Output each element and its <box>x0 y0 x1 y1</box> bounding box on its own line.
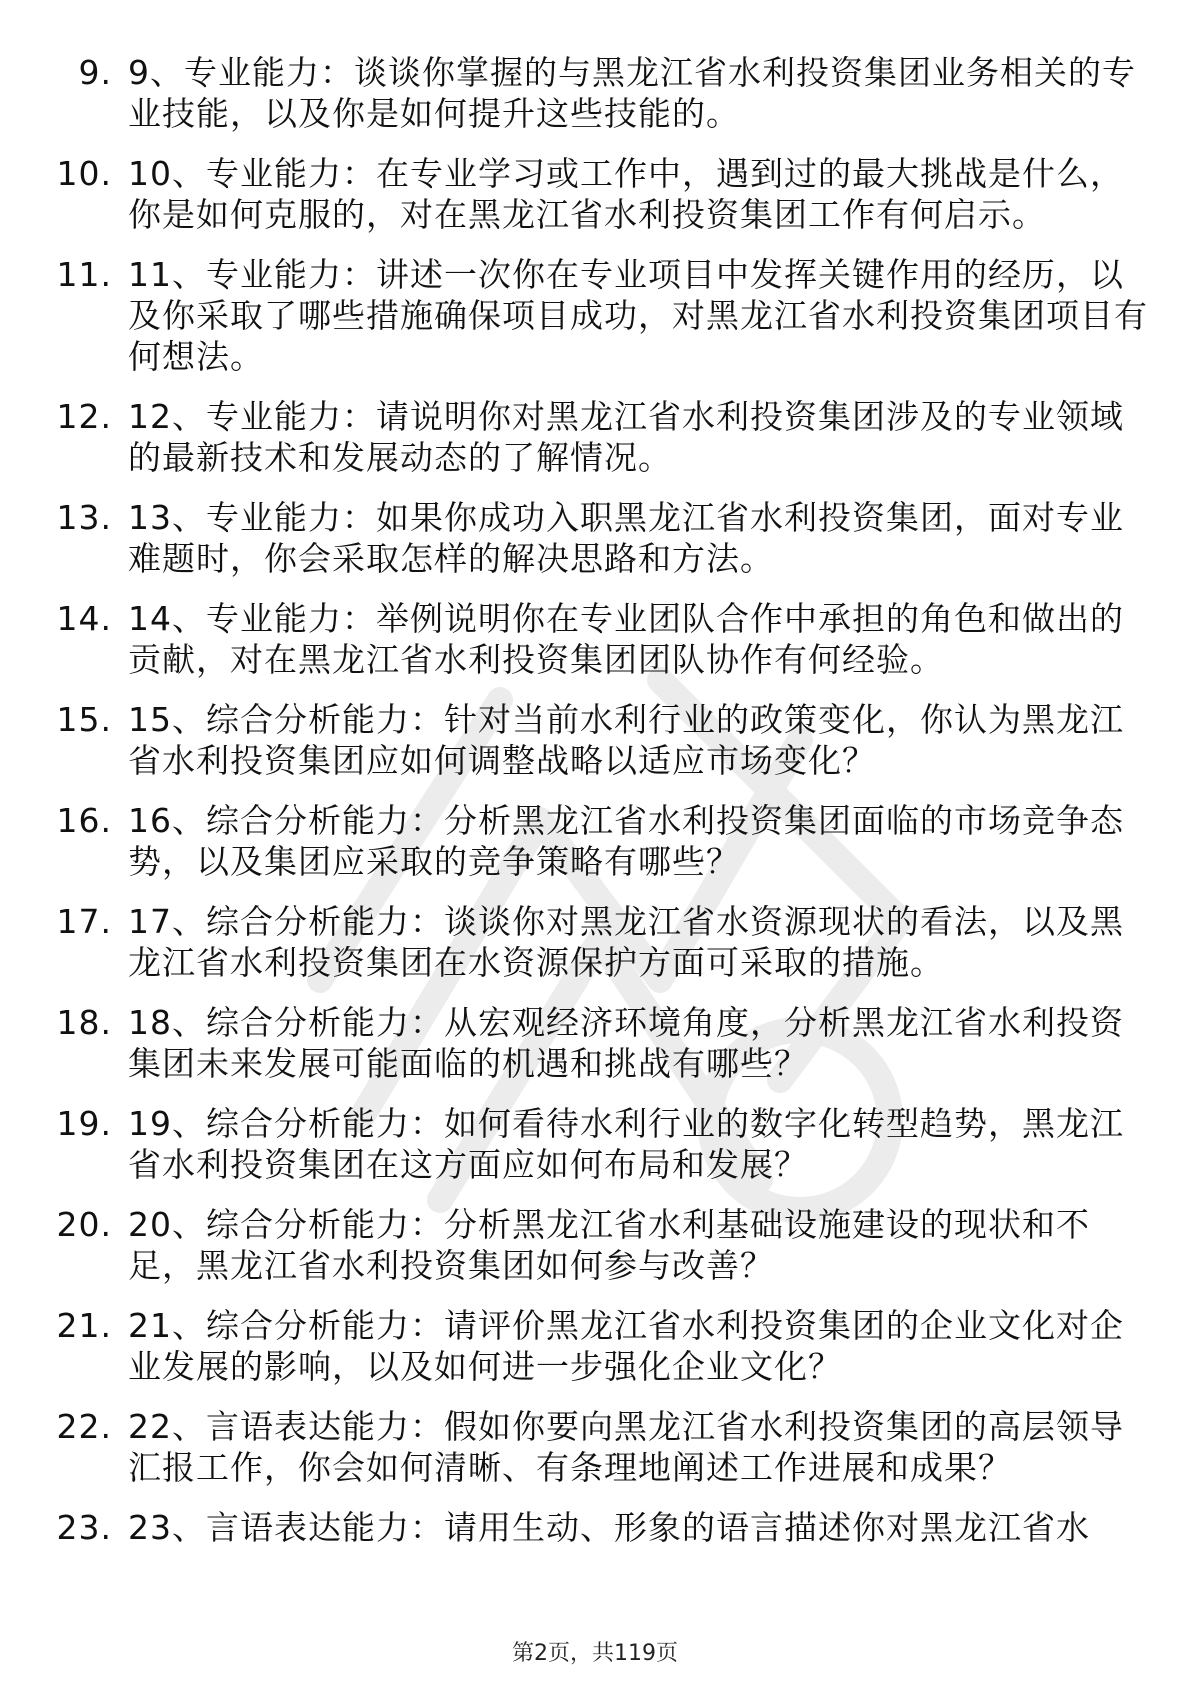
item-text: 11、专业能力：讲述一次你在专业项目中发挥关键作用的经历，以及你采取了哪些措施确保项目成功，对黑龙江省水利投资集团项目有何想法。 <box>128 255 1148 376</box>
item-text: 23、言语表达能力：请用生动、形象的语言描述你对黑龙江省水 <box>128 1508 1090 1547</box>
list-item <box>0 1103 1190 1185</box>
item-number: 16. <box>56 801 112 840</box>
item-text: 18、综合分析能力：从宏观经济环境角度，分析黑龙江省水利投资集团未来发展可能面临的机遇和挑战有哪些？ <box>128 1003 1124 1083</box>
list-item <box>0 699 1190 781</box>
list-item <box>0 800 1190 882</box>
item-number: 20. <box>56 1205 112 1244</box>
item-text: 17、综合分析能力：谈谈你对黑龙江省水资源现状的看法，以及黑龙江省水利投资集团在水资源保护方面可采取的措施。 <box>128 902 1124 982</box>
item-number: 11. <box>56 255 112 294</box>
list-item <box>0 254 1190 377</box>
item-text: 12、专业能力：请说明你对黑龙江省水利投资集团涉及的专业领域的最新技术和发展动态的了解情况。 <box>128 397 1124 477</box>
item-number: 21. <box>56 1306 112 1345</box>
item-text: 10、专业能力：在专业学习或工作中，遇到过的最大挑战是什么，你是如何克服的，对在黑龙江省水利投资集团工作有何启示。 <box>128 154 1124 234</box>
item-text: 13、专业能力：如果你成功入职黑龙江省水利投资集团，面对专业难题时，你会采取怎样的解决思路和方法。 <box>128 498 1124 578</box>
list-item <box>0 396 1190 478</box>
item-number: 14. <box>56 599 112 638</box>
list-item <box>0 598 1190 680</box>
list-item <box>0 52 1190 134</box>
item-text: 15、综合分析能力：针对当前水利行业的政策变化，你认为黑龙江省水利投资集团应如何调整战略以适应市场变化？ <box>128 700 1124 780</box>
item-number: 18. <box>56 1003 112 1042</box>
item-number: 22. <box>56 1407 112 1446</box>
list-item <box>0 153 1190 235</box>
list-item <box>0 1507 1190 1548</box>
list-item <box>0 1002 1190 1084</box>
item-text: 22、言语表达能力：假如你要向黑龙江省水利投资集团的高层领导汇报工作，你会如何清晰、有条理地阐述工作进展和成果？ <box>128 1407 1124 1487</box>
list-item <box>0 901 1190 983</box>
item-text: 19、综合分析能力：如何看待水利行业的数字化转型趋势，黑龙江省水利投资集团在这方面应如何布局和发展？ <box>128 1104 1124 1184</box>
list-item <box>0 1204 1190 1286</box>
item-number: 15. <box>56 700 112 739</box>
item-text: 16、综合分析能力：分析黑龙江省水利投资集团面临的市场竞争态势，以及集团应采取的竞争策略有哪些？ <box>128 801 1124 881</box>
list-item <box>0 1406 1190 1488</box>
item-number: 12. <box>56 397 112 436</box>
item-text: 21、综合分析能力：请评价黑龙江省水利投资集团的企业文化对企业发展的影响，以及如何进一步强化企业文化？ <box>128 1306 1124 1386</box>
list-item <box>0 497 1190 579</box>
item-text: 9、专业能力：谈谈你掌握的与黑龙江省水利投资集团业务相关的专业技能，以及你是如何提升这些技能的。 <box>128 53 1136 133</box>
list-item <box>0 1305 1190 1387</box>
item-number: 9. <box>78 53 112 92</box>
question-list <box>0 52 1190 1567</box>
item-text: 14、专业能力：举例说明你在专业团队合作中承担的角色和做出的贡献，对在黑龙江省水利投资集团团队协作有何经验。 <box>128 599 1124 679</box>
item-number: 23. <box>56 1508 112 1547</box>
item-text: 20、综合分析能力：分析黑龙江省水利基础设施建设的现状和不足，黑龙江省水利投资集团如何参与改善？ <box>128 1205 1090 1285</box>
item-number: 13. <box>56 498 112 537</box>
item-number: 19. <box>56 1104 112 1143</box>
item-number: 10. <box>56 154 112 193</box>
page-footer: 第2页，共119页 <box>512 1641 678 1666</box>
item-number: 17. <box>56 902 112 941</box>
